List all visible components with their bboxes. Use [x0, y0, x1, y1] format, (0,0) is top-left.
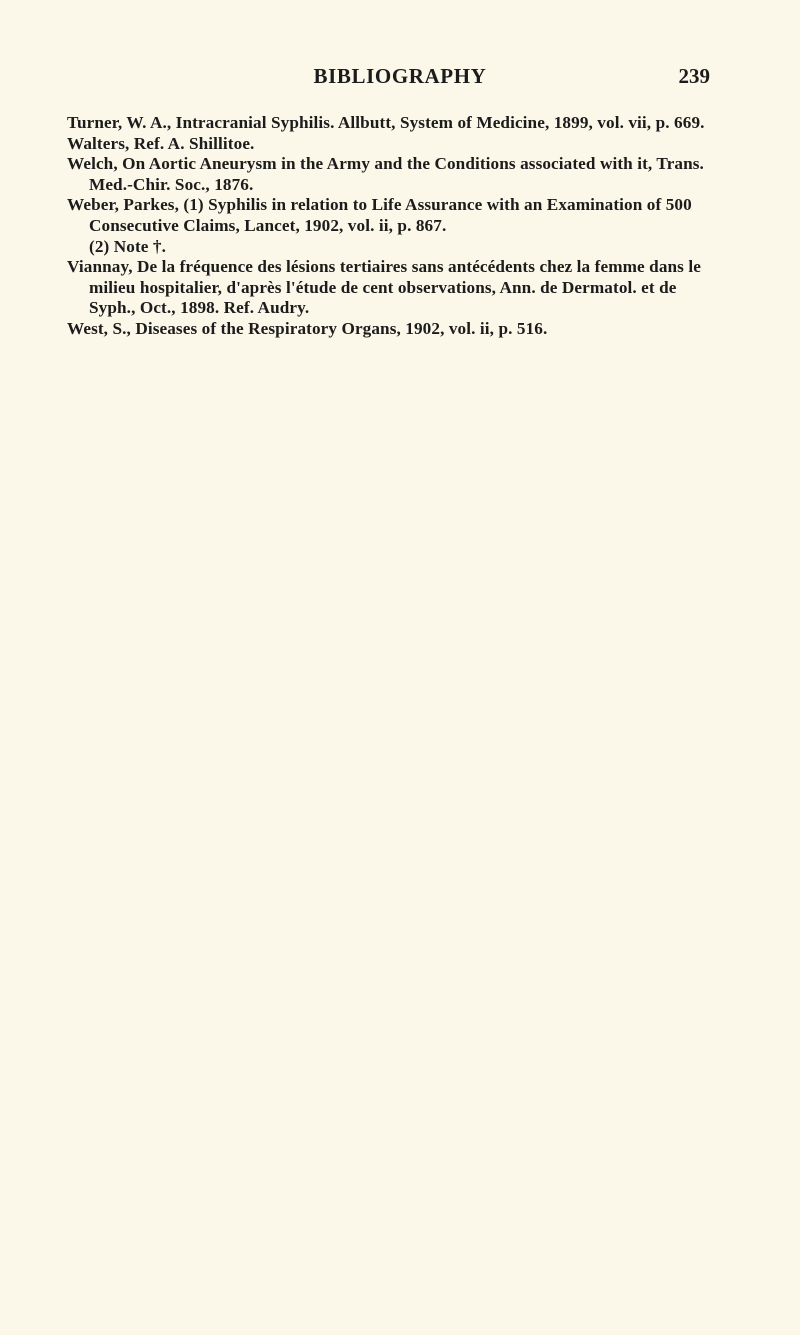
- bibliography-entry-turner: Turner, W. A., Intracranial Syphilis. Allbutt, System of Medicine, 1899, vol. vii, p. 669.: [67, 113, 705, 132]
- bibliography-list: [67, 113, 722, 340]
- page-number: 239: [678, 64, 710, 88]
- bibliography-entry-west: West, S., Diseases of the Respiratory Organs, 1902, vol. ii, p. 516.: [67, 318, 548, 338]
- page-title: BIBLIOGRAPHY: [313, 64, 487, 88]
- bibliography-entry-welch: Welch, On Aortic Aneurysm in the Army and the Conditions associated with it, Trans. Med.-Chir. Soc., 1876.: [67, 154, 704, 194]
- bibliography-entry-viannay: Viannay, De la fréquence des lésions tertiaires sans antécédents chez la femme dans le milieu hospitalier, d'après l'étude de cent observations, Ann. de Dermatol. et de Syph., Oct., 1898. Ref. Audry.: [67, 257, 701, 318]
- bibliography-entry-weber-note: (2) Note †.: [89, 236, 166, 256]
- running-header: [0, 64, 800, 96]
- bibliography-entry-walters: Walters, Ref. A. Shillitoe.: [67, 133, 255, 153]
- bibliography-entry-weber: Weber, Parkes, (1) Syphilis in relation to Life Assurance with an Examination of 500 Consecutive Claims, Lancet, 1902, vol. ii, p. 867.: [67, 195, 692, 235]
